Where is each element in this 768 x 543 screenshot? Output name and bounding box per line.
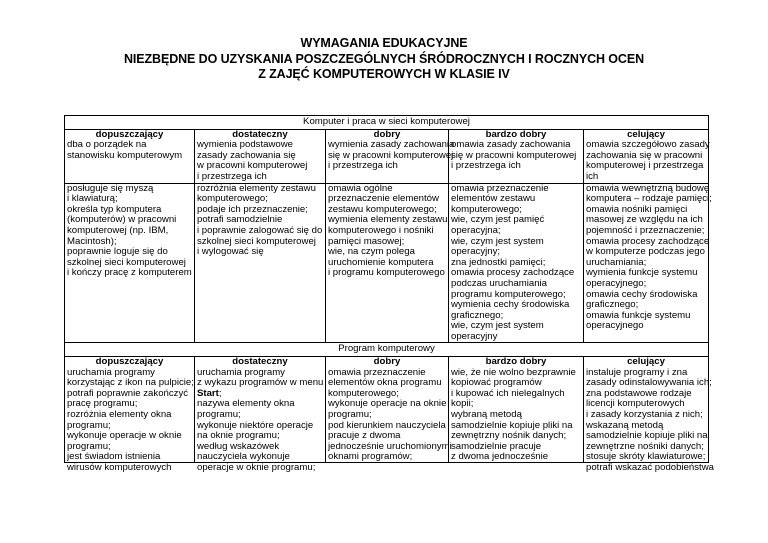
cell-text-line: wymienia podstawowe	[197, 139, 293, 151]
cell-text-line: i programu komputerowego	[328, 267, 445, 279]
cell-text-line: wie, czym jest system	[451, 320, 544, 332]
table-cell	[449, 357, 584, 463]
cell-text-line: pojemność i przeznaczenie;	[586, 224, 705, 236]
section-header-row	[65, 343, 709, 357]
cell-text-line: graficznego;	[451, 309, 504, 321]
cell-text-line: uruchamiania;	[586, 256, 647, 268]
cell-text-line: pracuje z dwoma	[328, 430, 401, 442]
cell-text-line: uruchamia programy	[197, 366, 285, 378]
cell-text-line: i przestrzega ich	[328, 160, 398, 172]
column-header: dopuszczający	[95, 356, 164, 368]
cell-text-line: nazywa elementy okna	[197, 398, 295, 410]
cell-text-line: wymienia zasady zachowania	[328, 139, 455, 151]
cell-text-line: wymienia elementy zestawu	[328, 214, 448, 226]
cell-text-line: wie, na czym polega	[328, 246, 415, 258]
cell-text-line: pracę programu;	[67, 398, 138, 410]
cell-text-line: elementów zestawu	[451, 193, 536, 205]
cell-text-line: podaje ich przeznaczenie;	[197, 203, 308, 215]
cell-text-line: komputerowego;	[328, 387, 399, 399]
cell-text-line: potrafi poprawnie zakończyć	[67, 387, 189, 399]
cell-text-line: programu komputerowego;	[451, 288, 566, 300]
table-row	[65, 183, 709, 343]
cell-text-line: wie, czym jest system	[451, 235, 544, 247]
table-cell	[195, 129, 326, 183]
cell-text-line: omawia szczegółowo zasady	[586, 139, 710, 151]
header-line-2: NIEZBĘDNE DO UZYSKANIA POSZCZEGÓLNYCH ŚRÓDROCZNYCH I ROCZNYCH OCEN	[123, 51, 645, 66]
cell-text-line: Macintosh);	[67, 235, 117, 247]
cell-text-line: omawia przeznaczenie	[451, 182, 549, 194]
table-cell	[584, 129, 709, 183]
cell-text-line: operacyjny;	[451, 246, 501, 258]
table-row	[65, 357, 709, 463]
cell-text-line: komputerowej i przestrzega	[586, 160, 704, 172]
table-cell	[65, 129, 195, 183]
cell-text-line: operacyjna;	[451, 224, 501, 236]
column-header: dostateczny	[232, 356, 288, 368]
cell-text-line: podczas uruchamiania	[451, 277, 547, 289]
cell-text-line: wie, że nie wolno bezprawnie	[451, 366, 576, 378]
cell-text-line: potrafi wskazać podobieństwa	[586, 462, 714, 473]
cell-text-line: dba o porządek na	[67, 139, 147, 151]
cell-text-line: zestawu komputerowego;	[328, 203, 437, 215]
table-cell	[195, 183, 326, 343]
table-cell	[449, 183, 584, 343]
cell-text-line: omawia przeznaczenie	[328, 366, 426, 378]
cell-text-line: operacyjnego	[586, 320, 644, 332]
cell-text-line: i zasady korzystania z nich;	[586, 409, 703, 421]
section-title: Komputer i praca w sieci komputerowej	[65, 116, 709, 130]
table-cell	[65, 183, 195, 343]
table-cell	[326, 356, 452, 463]
cell-text-line: masowej ze względu na ich	[586, 214, 703, 226]
cell-text-line: i przestrzega ich	[197, 170, 267, 182]
table-cell	[326, 183, 449, 343]
cell-text-line: operacyjnego;	[586, 277, 647, 289]
cell-text-line: jest świadom istnienia	[67, 451, 161, 463]
cell-text-line: ich	[586, 170, 599, 182]
cell-text-line: samodzielnie pracuje	[451, 440, 542, 452]
cell-text-line: zasady odinstalowywania ich;	[586, 377, 712, 389]
cell-text-line: wirusów komputerowych	[67, 462, 172, 473]
table-row	[65, 129, 709, 183]
column-header: bardzo dobry	[485, 128, 547, 140]
cell-text-line: pamięci masowej;	[328, 235, 405, 247]
cell-text-line: (komputerów) w pracowni	[67, 214, 177, 226]
section-header-row	[65, 116, 709, 130]
cell-text-line: rozróżnia elementy okna	[67, 409, 172, 421]
column-header: dobry	[373, 128, 401, 140]
cell-text-line: i klawiaturą;	[67, 193, 118, 205]
cell-text-line: z wykazu programów w menu	[197, 377, 324, 389]
cell-text-line: zachowania się w pracowni	[586, 149, 703, 161]
cell-text-line: programu;	[67, 440, 111, 452]
cell-text-line: wskazaną metodą	[586, 419, 664, 431]
cell-text-line: operacje w oknie programu;	[197, 462, 316, 473]
column-header: dopuszczający	[95, 128, 164, 140]
cell-text-line: programu;	[197, 409, 241, 421]
table-cell	[65, 356, 195, 473]
cell-text-line: oknami programów;	[328, 451, 413, 463]
column-header: bardzo dobry	[485, 356, 547, 368]
column-header: celujący	[627, 356, 665, 368]
cell-text-line: się w pracowni komputerowej	[451, 149, 577, 161]
cell-text-line: komputerowej (np. IBM,	[67, 224, 169, 236]
cell-text-line: instaluje programy i zna	[586, 366, 688, 378]
table-cell	[326, 128, 455, 183]
table-cell	[584, 182, 712, 343]
cell-text-line: omawia funkcje systemu	[586, 309, 691, 321]
cell-text-line: przeznaczenie elementów	[328, 193, 439, 205]
cell-text-line: graficznego;	[586, 299, 639, 311]
cell-text-line: komputera – rodzaje pamięci;	[586, 193, 712, 205]
cell-text-line: wybraną metodą	[451, 409, 522, 421]
cell-text-line: i kupować ich nielegalnych	[451, 387, 565, 399]
requirements-table	[64, 115, 714, 473]
cell-text-line: i przestrzega ich	[451, 160, 521, 172]
cell-text-line: stosuje skróty klawiaturowe;	[586, 451, 706, 463]
cell-text-line: z dwoma jednocześnie	[451, 451, 549, 463]
cell-text-line: omawia wewnętrzną budowę	[586, 182, 710, 194]
cell-text-line: komputerowego;	[451, 203, 522, 215]
cell-text-line: elementów okna programu	[328, 377, 442, 389]
column-header: dostateczny	[232, 128, 288, 140]
cell-text-line: omawia nośniki pamięci	[586, 203, 688, 215]
cell-text-line: wykonuje niektóre operacje	[197, 419, 314, 431]
cell-text-line: i wylogować się	[197, 246, 264, 258]
cell-text-line: wykonuje operacje na oknie	[328, 398, 447, 410]
cell-text-line: i poprawnie zalogować się do	[197, 224, 323, 236]
cell-text-line: licencji komputerowych	[586, 398, 685, 410]
cell-text-line: omawia cechy środowiska	[586, 288, 698, 300]
document-header	[0, 36, 768, 83]
table-cell	[449, 129, 584, 183]
cell-text-line: zna podstawowe rodzaje	[586, 387, 692, 399]
cell-text-line: na oknie programu;	[197, 430, 280, 442]
cell-text-line: zewnętrzny nośnik danych;	[451, 430, 567, 442]
cell-text-line: Start;	[197, 387, 222, 399]
cell-text-line: programu;	[67, 419, 111, 431]
cell-text-line: wie, czym jest pamięć	[451, 214, 545, 226]
cell-text-line: operacyjny	[451, 330, 498, 342]
cell-text-line: w pracowni komputerowej	[197, 160, 308, 172]
cell-text-line: komputerowego i nośniki	[328, 224, 434, 236]
cell-text-line: zasady zachowania się	[197, 149, 296, 161]
cell-text-line: wymienia funkcje systemu	[586, 267, 698, 279]
cell-text-line: uruchomienie komputera	[328, 256, 434, 268]
cell-text-line: w komputerze podczas jego	[586, 246, 705, 258]
cell-text-line: potrafi samodzielnie	[197, 214, 283, 226]
cell-text-line: szkolnej sieci komputerowej	[67, 256, 186, 268]
column-header: celujący	[627, 128, 665, 140]
cell-text-line: omawia procesy zachodzące	[586, 235, 710, 247]
cell-text-line: omawia procesy zachodzące	[451, 267, 575, 279]
cell-text-line: i kończy pracę z komputerem	[67, 267, 192, 279]
cell-text-line: zewnętrzne nośniki danych;	[586, 440, 704, 452]
cell-text-line: omawia ogólne	[328, 182, 393, 194]
cell-text-line: stanowisku komputerowym	[67, 149, 183, 161]
cell-text-line: poprawnie loguje się do	[67, 246, 168, 258]
cell-text-line: kopii;	[451, 398, 474, 410]
cell-text-line: programu;	[328, 409, 372, 421]
cell-text-line: omawia zasady zachowania	[451, 139, 571, 151]
cell-text-line: pod kierunkiem nauczyciela	[328, 419, 446, 431]
cell-text-line: posługuje się myszą	[67, 182, 154, 194]
cell-text-line: uruchamia programy	[67, 366, 155, 378]
cell-text-line: zna jednostki pamięci;	[451, 256, 546, 268]
column-header: dobry	[373, 356, 401, 368]
table-cell	[195, 356, 326, 473]
cell-text-line: według wskazówek	[197, 440, 280, 452]
cell-text-line: nauczyciela wykonuje	[197, 451, 290, 463]
cell-text-line: korzystając z ikon na pulpicie;	[67, 377, 194, 389]
cell-text-line: rozróżnia elementy zestawu	[197, 182, 316, 194]
cell-text-line: komputerowego;	[197, 193, 268, 205]
header-line-3: Z ZAJĘĆ KOMPUTEROWYCH W KLASIE IV	[258, 67, 510, 81]
cell-text-line: szkolnej sieci komputerowej	[197, 235, 316, 247]
cell-text-line: określa typ komputera	[67, 203, 162, 215]
cell-text-line: się w pracowni komputerowej	[328, 149, 454, 161]
cell-text-line: wymienia cechy środowiska	[451, 299, 570, 311]
cell-text-line: kopiować programów	[451, 377, 542, 389]
cell-text-line: wykonuje operacje w oknie	[67, 430, 182, 442]
cell-text-line: samodzielnie kopiuje pliki na	[451, 419, 573, 431]
cell-text-line: jednocześnie uruchomionymi	[328, 440, 452, 452]
section-title: Program komputerowy	[65, 343, 709, 357]
table-cell	[584, 356, 714, 473]
cell-text-line: samodzielnie kopiuje pliki na	[586, 430, 708, 442]
header-line-1: WYMAGANIA EDUKACYJNE	[300, 36, 468, 50]
